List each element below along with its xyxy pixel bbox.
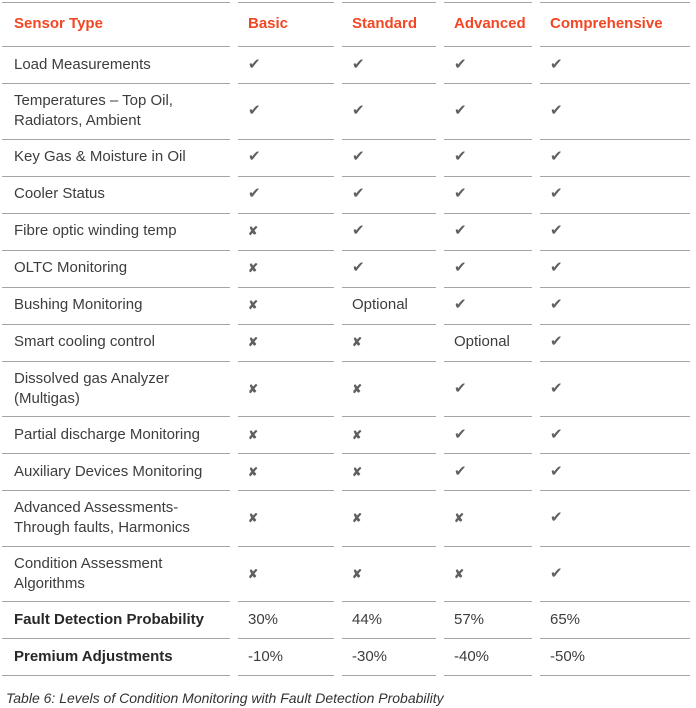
cell-basic [238, 140, 334, 177]
row-label [2, 140, 230, 177]
cross-icon: ✘ [248, 381, 259, 396]
check-icon: ✔ [550, 333, 563, 351]
column-header-advanced [444, 2, 532, 47]
row-label-text: Condition Assessment Algorithms [14, 554, 163, 592]
cell-standard [342, 47, 436, 84]
cell-advanced [444, 362, 532, 418]
cross-icon: ✘ [352, 464, 363, 479]
cell-basic [238, 602, 334, 639]
cell-standard [342, 362, 436, 418]
cell-comprehensive [540, 214, 690, 251]
table-row [2, 547, 690, 603]
row-label-text: Premium Adjustments [14, 647, 173, 665]
cell-text: 57% [454, 610, 485, 628]
cell-comprehensive [540, 288, 690, 325]
cross-icon: ✘ [352, 335, 363, 350]
column-header-text: Standard [352, 15, 418, 33]
cell-text: Optional [454, 333, 510, 351]
cell-basic [238, 639, 334, 676]
row-label [2, 325, 230, 362]
check-icon: ✔ [248, 148, 261, 166]
check-icon: ✔ [454, 102, 467, 120]
check-icon: ✔ [352, 259, 365, 277]
check-icon: ✔ [454, 462, 467, 480]
cell-standard [342, 325, 436, 362]
cell-basic [238, 288, 334, 325]
row-label [2, 417, 230, 454]
check-icon: ✔ [454, 379, 467, 397]
check-icon: ✔ [248, 185, 261, 203]
cell-standard [342, 177, 436, 214]
check-icon: ✔ [550, 425, 563, 443]
cell-comprehensive [540, 547, 690, 603]
table-row [2, 47, 690, 84]
check-icon: ✔ [550, 564, 563, 582]
check-icon: ✔ [550, 296, 563, 314]
cell-basic [238, 251, 334, 288]
cross-icon: ✘ [352, 511, 363, 526]
cell-text: 44% [352, 610, 383, 628]
cell-comprehensive [540, 140, 690, 177]
cell-advanced [444, 417, 532, 454]
cross-icon: ✘ [352, 566, 363, 581]
cross-icon: ✘ [352, 381, 363, 396]
row-label [2, 84, 230, 140]
table-row [2, 362, 690, 418]
row-label [2, 177, 230, 214]
cross-icon: ✘ [248, 335, 259, 350]
table-caption: Table 6: Levels of Condition Monitoring with Fault Detection Probability [6, 690, 444, 706]
table-row [2, 84, 690, 140]
cell-comprehensive [540, 325, 690, 362]
row-label-text: Advanced Assessments- Through faults, Harmonics [14, 499, 190, 537]
cell-standard [342, 214, 436, 251]
check-icon: ✔ [248, 102, 261, 120]
column-header-text: Basic [248, 15, 289, 33]
table-row [2, 602, 690, 639]
table-row [2, 491, 690, 547]
check-icon: ✔ [454, 296, 467, 314]
check-icon: ✔ [550, 462, 563, 480]
cross-icon: ✘ [248, 298, 259, 313]
cell-text: 30% [248, 610, 279, 628]
row-label-text: Smart cooling control [14, 333, 155, 351]
cross-icon: ✘ [454, 511, 465, 526]
cell-text: -40% [454, 647, 490, 665]
cell-comprehensive [540, 491, 690, 547]
cell-standard [342, 547, 436, 603]
cell-basic [238, 417, 334, 454]
cell-basic [238, 362, 334, 418]
check-icon: ✔ [550, 102, 563, 120]
column-header-text: Comprehensive [550, 15, 663, 33]
check-icon: ✔ [550, 222, 563, 240]
cross-icon: ✘ [248, 224, 259, 239]
check-icon: ✔ [352, 102, 365, 120]
table-row [2, 177, 690, 214]
row-label-text: Auxiliary Devices Monitoring [14, 462, 203, 480]
row-label-text: Fibre optic winding temp [14, 222, 177, 240]
row-label-text: Dissolved gas Analyzer (Multigas) [14, 369, 170, 407]
cell-comprehensive [540, 639, 690, 676]
row-label [2, 288, 230, 325]
column-header-sensor-type [2, 2, 230, 47]
cell-standard [342, 454, 436, 491]
cell-basic [238, 325, 334, 362]
cell-standard [342, 417, 436, 454]
column-header-standard [342, 2, 436, 47]
row-label [2, 602, 230, 639]
cell-comprehensive [540, 454, 690, 491]
cell-basic [238, 547, 334, 603]
cell-standard [342, 288, 436, 325]
cell-basic [238, 177, 334, 214]
column-header-text: Advanced [454, 15, 526, 33]
cell-advanced [444, 140, 532, 177]
check-icon: ✔ [352, 222, 365, 240]
row-label-text: OLTC Monitoring [14, 259, 128, 277]
table-row [2, 454, 690, 491]
row-label [2, 214, 230, 251]
cell-advanced [444, 84, 532, 140]
cell-advanced [444, 454, 532, 491]
cross-icon: ✘ [248, 427, 259, 442]
cell-text: 65% [550, 610, 581, 628]
sensor-comparison-table [2, 2, 690, 676]
check-icon: ✔ [550, 148, 563, 166]
cell-comprehensive [540, 362, 690, 418]
check-icon: ✔ [352, 148, 365, 166]
row-label-text: Cooler Status [14, 185, 105, 203]
row-label-text: Temperatures – Top Oil, Radiators, Ambient [14, 92, 173, 130]
row-label [2, 547, 230, 603]
cross-icon: ✘ [454, 566, 465, 581]
row-label [2, 491, 230, 547]
table-row [2, 288, 690, 325]
table-row [2, 140, 690, 177]
cell-standard [342, 602, 436, 639]
cell-comprehensive [540, 84, 690, 140]
cell-text: -30% [352, 647, 388, 665]
cell-basic [238, 47, 334, 84]
cross-icon: ✘ [352, 427, 363, 442]
cell-comprehensive [540, 47, 690, 84]
column-header-comprehensive [540, 2, 690, 47]
row-label [2, 639, 230, 676]
row-label [2, 454, 230, 491]
cell-basic [238, 84, 334, 140]
cell-comprehensive [540, 417, 690, 454]
cell-standard [342, 140, 436, 177]
cross-icon: ✘ [248, 511, 259, 526]
check-icon: ✔ [352, 55, 365, 73]
cell-advanced [444, 288, 532, 325]
cell-advanced [444, 325, 532, 362]
cross-icon: ✘ [248, 566, 259, 581]
table-row [2, 214, 690, 251]
cell-standard [342, 491, 436, 547]
check-icon: ✔ [550, 185, 563, 203]
cell-text: -10% [248, 647, 284, 665]
cell-advanced [444, 547, 532, 603]
cell-basic [238, 214, 334, 251]
check-icon: ✔ [454, 55, 467, 73]
check-icon: ✔ [352, 185, 365, 203]
row-label [2, 362, 230, 418]
row-label [2, 251, 230, 288]
column-header-text: Sensor Type [14, 15, 103, 33]
check-icon: ✔ [248, 55, 261, 73]
column-header-basic [238, 2, 334, 47]
cell-advanced [444, 602, 532, 639]
table-row [2, 251, 690, 288]
table-header-row [2, 2, 690, 47]
check-icon: ✔ [550, 509, 563, 527]
row-label-text: Load Measurements [14, 55, 151, 73]
cell-advanced [444, 491, 532, 547]
cell-basic [238, 491, 334, 547]
cell-standard [342, 639, 436, 676]
cell-advanced [444, 214, 532, 251]
row-label-text: Fault Detection Probability [14, 610, 205, 628]
cell-standard [342, 84, 436, 140]
check-icon: ✔ [550, 259, 563, 277]
cell-advanced [444, 251, 532, 288]
check-icon: ✔ [454, 259, 467, 277]
check-icon: ✔ [454, 425, 467, 443]
cell-text: -50% [550, 647, 586, 665]
table-row [2, 417, 690, 454]
row-label [2, 47, 230, 84]
table-row [2, 325, 690, 362]
table-body [2, 47, 690, 676]
cell-comprehensive [540, 177, 690, 214]
check-icon: ✔ [454, 148, 467, 166]
cell-text: Optional [352, 296, 408, 314]
table-row [2, 639, 690, 676]
check-icon: ✔ [550, 379, 563, 397]
cell-advanced [444, 639, 532, 676]
cross-icon: ✘ [248, 464, 259, 479]
cell-advanced [444, 47, 532, 84]
row-label-text: Partial discharge Monitoring [14, 425, 200, 443]
cross-icon: ✘ [248, 261, 259, 276]
row-label-text: Key Gas & Moisture in Oil [14, 148, 186, 166]
check-icon: ✔ [550, 55, 563, 73]
cell-basic [238, 454, 334, 491]
row-label-text: Bushing Monitoring [14, 296, 143, 314]
check-icon: ✔ [454, 185, 467, 203]
cell-comprehensive [540, 602, 690, 639]
cell-advanced [444, 177, 532, 214]
cell-comprehensive [540, 251, 690, 288]
check-icon: ✔ [454, 222, 467, 240]
cell-standard [342, 251, 436, 288]
